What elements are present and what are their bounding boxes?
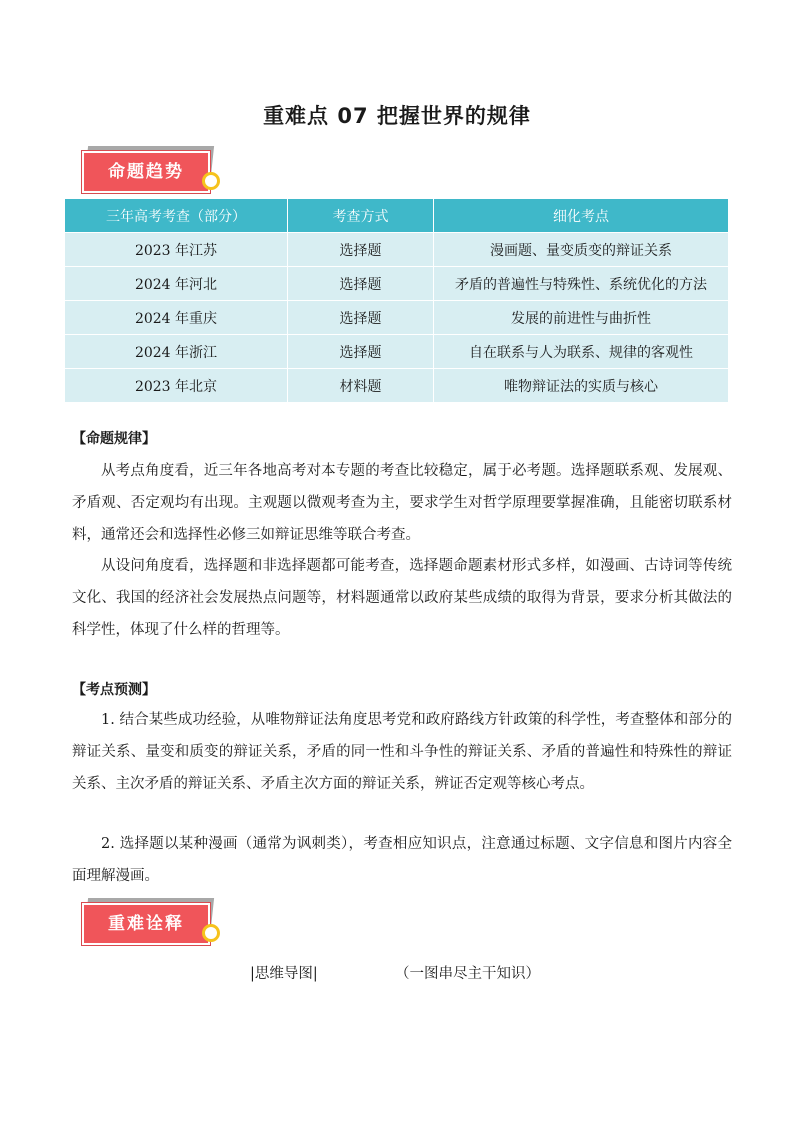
trend-badge [82, 146, 222, 198]
rules-heading: 【命题规律】 [72, 431, 156, 447]
table-row [65, 301, 729, 335]
table-cell: 发展的前进性与曲折性 [434, 301, 729, 335]
mindmap-label: |思维导图| [250, 966, 318, 982]
table-cell: 唯物辩证法的实质与核心 [434, 369, 729, 403]
table-cell: 自在联系与人为联系、规律的客观性 [434, 335, 729, 369]
forecast-heading: 【考点预测】 [72, 682, 156, 698]
ring-icon [202, 172, 220, 190]
forecast-paragraph: 2. 选择题以某种漫画（通常为讽刺类），考查相应知识点，注意通过标题、文字信息和图片内容全面理解漫画。 [72, 836, 732, 884]
interpret-badge [82, 898, 222, 950]
page-title: 重难点 07 把握世界的规律 [263, 104, 531, 128]
badge-label: 重难诠释 [82, 903, 210, 945]
ring-icon [202, 924, 220, 942]
table-cell: 2024 年河北 [65, 267, 288, 301]
table-row [65, 369, 729, 403]
table-cell: 选择题 [288, 301, 434, 335]
column-header: 三年高考考查（部分） [65, 199, 288, 233]
column-header: 考查方式 [288, 199, 434, 233]
table-header-row [65, 199, 729, 233]
table-cell: 2024 年浙江 [65, 335, 288, 369]
exam-trend-table [64, 198, 729, 403]
table-cell: 选择题 [288, 267, 434, 301]
badge-label: 命题趋势 [82, 151, 210, 193]
rules-paragraph: 从设问角度看，选择题和非选择题都可能考查，选择题命题素材形式多样，如漫画、古诗词等传统文化、我国的经济社会发展热点问题等，材料题通常以政府某些成绩的取得为背景，要求分析其做法的科学性，体现了什么样的哲理等。 [72, 558, 732, 638]
table-row [65, 335, 729, 369]
rules-paragraph: 从考点角度看，近三年各地高考对本专题的考查比较稳定，属于必考题。选择题联系观、发展观、矛盾观、否定观均有出现。主观题以微观考查为主，要求学生对哲学原理要掌握准确，且能密切联系材料，通常还会和选择性必修三如辩证思维等联合考查。 [72, 463, 732, 543]
forecast-paragraph: 1. 结合某些成功经验，从唯物辩证法角度思考党和政府路线方针政策的科学性，考查整体和部分的辩证关系、量变和质变的辩证关系，矛盾的同一性和斗争性的辩证关系、矛盾的普遍性和特殊性的辩证关系、主次矛盾的辩证关系、矛盾主次方面的辩证关系，辨证否定观等核心考点。 [72, 712, 732, 792]
column-header: 细化考点 [434, 199, 729, 233]
table-cell: 2024 年重庆 [65, 301, 288, 335]
table-cell: 选择题 [288, 335, 434, 369]
table-cell: 材料题 [288, 369, 434, 403]
table-cell: 2023 年北京 [65, 369, 288, 403]
table-row [65, 267, 729, 301]
table-row [65, 233, 729, 267]
mindmap-note: （一图串尽主干知识） [395, 966, 540, 982]
table-cell: 漫画题、量变质变的辩证关系 [434, 233, 729, 267]
table-cell: 选择题 [288, 233, 434, 267]
table-cell: 矛盾的普遍性与特殊性、系统优化的方法 [434, 267, 729, 301]
table-cell: 2023 年江苏 [65, 233, 288, 267]
